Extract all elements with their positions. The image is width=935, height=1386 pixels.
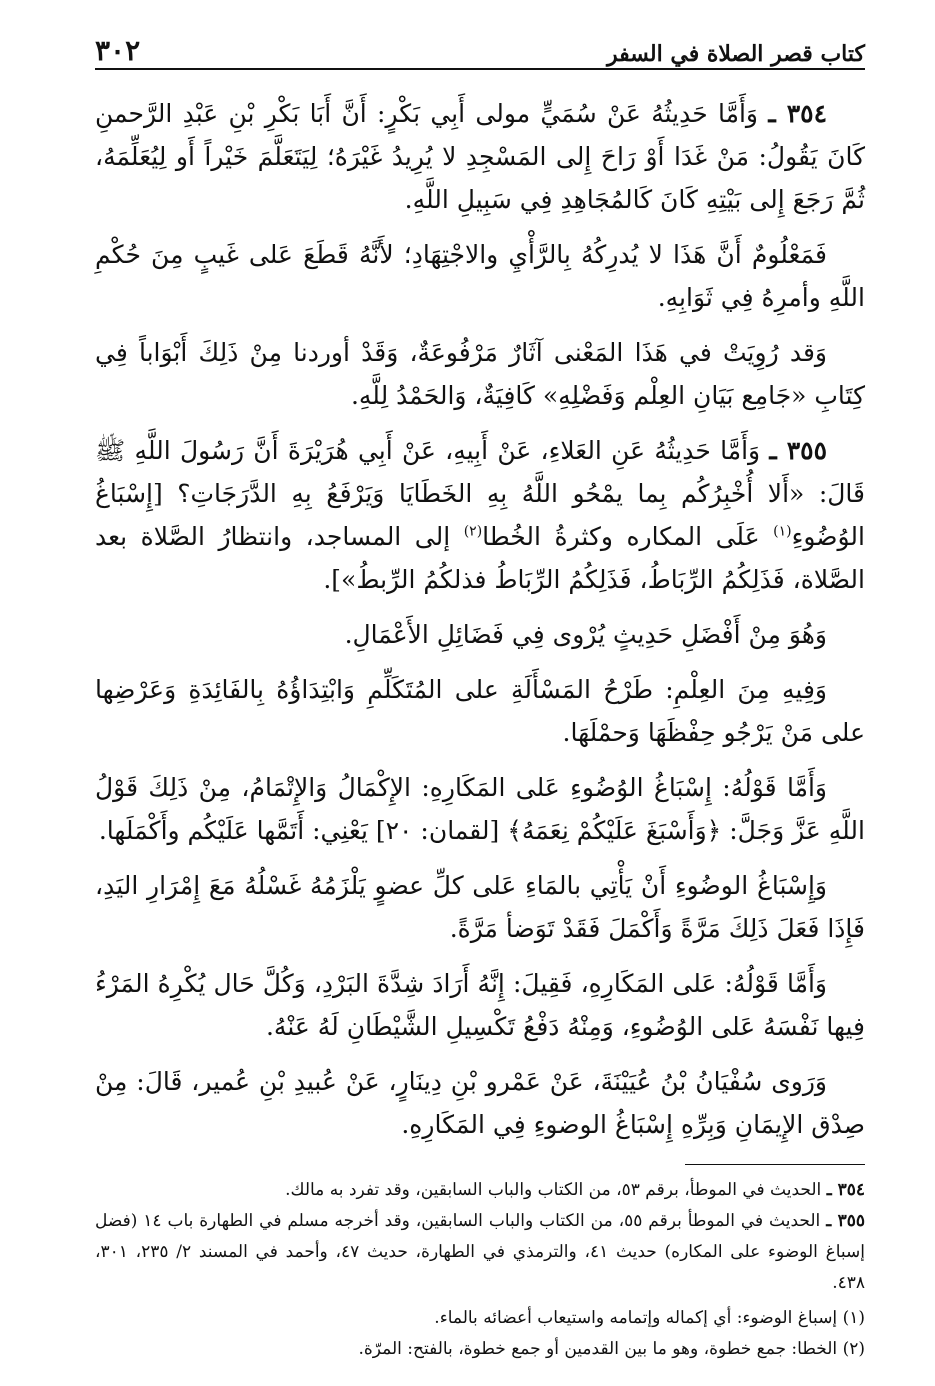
- footnote-number: ٣٥٥ ـ: [826, 1211, 865, 1231]
- paragraph-text: وَأَمَّا حَدِيثُهُ عَنِ العَلاءِ، عَنْ أَبِيهِ، عَنْ أَبِي هُرَيْرَةَ أَنَّ رَسُولَ اللَّهِ ﷺ قَالَ: «أَلا أُخْبِرُكُم بِما يمْحُو اللَّهُ بِهِ الخَطَايَا وَيَرْفَعُ بِهِ الدَّرَجَاتِ؟ [إِسْبَاغُ الوُضُوءِ: [95, 436, 865, 551]
- paragraph-commentary-3: [95, 613, 865, 656]
- footnote-2: [95, 1334, 865, 1365]
- paragraph-commentary-2: [95, 331, 865, 417]
- paragraph-text: وَهُوَ مِنْ أَفْضَلِ حَدِيثٍ يُرْوى فِي فَضَائِلِ الأَعْمَالِ.: [344, 620, 827, 649]
- page-header: [95, 22, 865, 70]
- page-number: ٣٠٢: [95, 34, 141, 67]
- paragraph-text: وَأَمَّا قَوْلُهُ: عَلى المَكَارِهِ، فَقِيلَ: إِنَّهُ أَرَادَ شِدَّةَ البَرْدِ، وَكُلَّ حَال يُكْرِهُ المَرْءُ فِيها نَفْسَهُ عَلى الوُضُوءِ، وَمِنْهُ دَفْعُ تَكْسِيلِ الشَّيْطَانِ لَهُ عَنْهُ.: [95, 969, 865, 1041]
- footnote-1: [95, 1303, 865, 1334]
- paragraph-text: وَأَمَّا قَوْلُهُ: إِسْبَاغُ الوُضُوءِ عَلى المَكَارِهِ: الإِكْمَالُ وَالإِتْمَامُ، مِنْ ذَلِكَ قَوْلُ اللَّهِ عَزَّ وَجَلَّ: ﴿وَأَسْبَغَ عَلَيْكُمْ نِعَمَهُ﴾ [لقمان: ٢٠] يَعْنِي: أَتَمَّها عَلَيْكُم وأَكْمَلَها.: [95, 773, 865, 845]
- footnote-ref-1[interactable]: (١): [773, 523, 792, 540]
- paragraph-text: وَفِيهِ مِنَ العِلْمِ: طَرْحُ المَسْأَلَةِ على المُتَكَلِّمِ وَابْتِدَاؤُهُ بِالفَائِدَةِ وَعَرْضِها على مَنْ يَرْجُو حِفْظَهَا وَحمْلَهَا.: [95, 675, 865, 747]
- paragraph-text: فَمَعْلُومٌ أَنَّ هَذَا لا يُدرِكُهُ بِالرَّأْيِ والاجْتِهَادِ؛ لأَنَّهُ قَطَعَ عَلى غَيبٍ مِنَ حُكْمِ اللَّهِ وأمرِهُ فِي ثَوَابِهِ.: [95, 240, 865, 312]
- paragraph-text: وَرَوى سُفْيَانُ بْنُ عُيَيْنَةَ، عَنْ عَمْرو بْنِ دِينَارٍ، عَنْ عُبيدِ بْنِ عُمير، قَالَ: مِنْ صِدْق الإِيمَانِ وَبِرِّهِ إِسْبَاغُ الوضوءِ فِي المَكَارِهِ.: [95, 1067, 865, 1139]
- paragraph-commentary-8: [95, 1060, 865, 1146]
- running-title: كتاب قصر الصلاة في السفر: [606, 41, 865, 67]
- paragraph-text-b: عَلَى المكاره وكثرةُ الخُطا: [482, 522, 774, 551]
- footnotes: [95, 1175, 865, 1365]
- paragraph-commentary-1: [95, 233, 865, 319]
- paragraph-commentary-5: [95, 766, 865, 852]
- footnote-number: ٣٥٤ ـ: [826, 1180, 865, 1200]
- footnote-text: إسباغ الوضوء: أي إكماله وإتمامه واستيعاب أعضائه بالماء.: [434, 1308, 838, 1328]
- paragraph-text: وَإِسْبَاغُ الوضُوءِ أَنْ يَأْتِي بالمَاءِ عَلى كلِّ عضوٍ يَلْزَمُهُ غَسْلُهُ مَعَ إِمْرَارِ اليَدِ، فَإِذَا فَعَلَ ذَلِكَ مَرَّةً وَأَكْمَلَ فَقَدْ تَوَضأ مَرَّةً.: [95, 871, 865, 943]
- footnote-number: (٢): [842, 1339, 865, 1359]
- paragraph-commentary-6: [95, 864, 865, 950]
- hadith-number: ٣٥٤ ـ: [768, 99, 828, 128]
- footnote-divider: [685, 1164, 865, 1165]
- paragraph-text: وَقد رُوِيَتْ في هَذَا المَعْنى آثَارٌ مَرْفُوعَةٌ، وَقَدْ أوردنا مِنْ ذَلِكَ أَبْوَاباً فِي كِتَابِ «جَامِع بَيَانِ العِلْم وَفَضْلِهِ» كَافِيَةٌ، وَالحَمْدُ لِلَّهِ.: [95, 338, 865, 410]
- book-page: [95, 22, 865, 1386]
- paragraph-text: وَأَمَّا حَدِيثُهُ عَنْ سُمَيٍّ مولى أَبِي بَكْرٍ: أَنَّ أَبَا بَكْرِ بْنِ عَبْدِ الرَّحمنِ كَانَ يَقُولُ: مَنْ غَدَا أَوْ رَاحَ إِلى المَسْجِدِ لا يُرِيدُ غَيْرَهُ؛ لِيَتَعَلَّمَ خَيْراً أَو لِيُعَلِّمَهُ، ثُمَّ رَجَعَ إِلى بَيْتِهِ كَانَ كَالمُجَاهِدِ فِي سَبِيلِ اللَّهِ.: [95, 99, 865, 214]
- footnote-text: الحديث في الموطأ، برقم ٥٣، من الكتاب والباب السابقين، وقد تفرد به مالك.: [285, 1180, 822, 1200]
- footnote-ref-2[interactable]: (٢): [463, 523, 483, 540]
- footnote-354: [95, 1175, 865, 1206]
- footnote-text: الحديث في الموطأ برقم ٥٥، من الكتاب والباب السابقين، وقد أخرجه مسلم في الطهارة باب ١٤ (فضل إسباغ الوضوء على المكاره) حديث ٤١، والترمذي في الطهارة، حديث ٤٧، وأحمد في المسند ٢/ ٢٣٥، ٣٠١، ٤٣٨.: [95, 1211, 866, 1293]
- hadith-number: ٣٥٥ ـ: [769, 436, 828, 465]
- footnote-number: (١): [842, 1308, 865, 1328]
- paragraph-commentary-4: [95, 668, 865, 754]
- paragraph-355: [95, 429, 865, 601]
- paragraph-commentary-7: [95, 962, 865, 1048]
- footnote-355: [95, 1206, 865, 1299]
- main-text: [95, 92, 865, 1146]
- paragraph-354: [95, 92, 865, 221]
- footnote-text: الخطا: جمع خطوة، وهو ما بين القدمين أو جمع خطوة، بالفتح: المرّة.: [358, 1339, 838, 1359]
- paragraph-text-c: إلى المساجد، وانتظارُ الصَّلاة بعد الصَّلاة، فَذَلِكُمُ الرِّبَاطُ، فَذَلِكُمُ الرِّبَاطُ فذلكُمُ الرِّبطُ»].: [95, 522, 865, 594]
